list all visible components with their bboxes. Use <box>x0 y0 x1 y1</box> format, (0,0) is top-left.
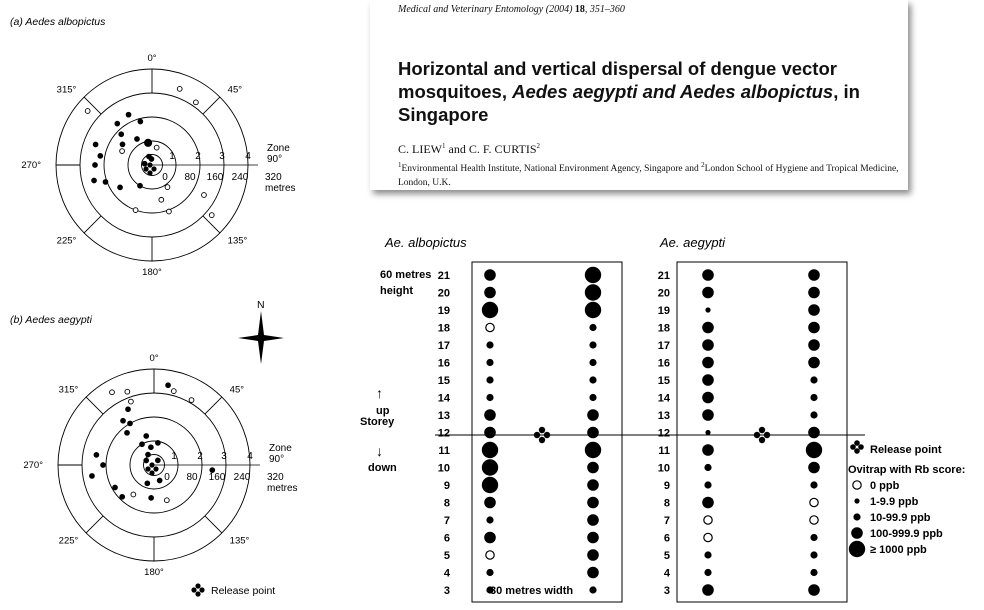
ovitrap-dot <box>705 465 711 471</box>
ovitrap-dot <box>811 482 817 488</box>
zone-label: 2 <box>195 151 201 162</box>
ovitrap-dot <box>854 514 860 520</box>
trap-point <box>129 399 134 404</box>
release-point-icon <box>850 440 864 454</box>
sector-line <box>86 397 103 414</box>
release-point-label: Release point <box>211 585 276 597</box>
ovitrap-dot <box>588 532 598 542</box>
author-2: C. F. CURTIS <box>468 142 537 156</box>
ovitrap-dot <box>703 585 713 595</box>
trap-point <box>177 86 182 91</box>
ovitrap-dot <box>810 498 818 506</box>
ovitrap-dot <box>703 287 713 297</box>
storey-number: 17 <box>437 340 450 352</box>
ovitrap-dot <box>806 442 821 457</box>
ovitrap-dot <box>482 442 497 457</box>
storey-number: 18 <box>437 322 450 335</box>
ovitrap-dot <box>585 302 600 317</box>
storey-number: 15 <box>437 375 450 387</box>
storey-number: 5 <box>663 550 670 562</box>
storey-number: 7 <box>663 515 670 527</box>
distance-label: 320 <box>267 472 284 483</box>
ovitrap-dot <box>703 270 713 280</box>
trap-point <box>144 434 149 439</box>
ovitrap-dot <box>487 517 493 523</box>
title-plain: Horizontal and vertical dispersal of dengue vector mosquitoes, <box>398 58 837 102</box>
legend-item-label: 0 ppb <box>870 480 900 492</box>
trap-point <box>144 139 151 146</box>
trap-point <box>167 209 172 214</box>
sector-line <box>86 516 103 533</box>
storey-labels-aegypti <box>658 270 671 597</box>
panel-label-a: (a) Aedes albopictus <box>10 16 106 28</box>
storey-number: 11 <box>658 445 670 457</box>
trap-point <box>98 153 103 158</box>
trap-point <box>210 468 215 473</box>
ovitrap-dot <box>703 445 713 455</box>
trap-point <box>156 440 161 445</box>
polar-diagram <box>21 53 295 278</box>
ovitrap-dot <box>590 325 596 331</box>
ovitrap-dot <box>485 410 495 420</box>
journal-name: Medical and Veterinary Entomology <box>398 4 544 15</box>
trap-point <box>146 452 151 457</box>
trap-point <box>157 478 162 483</box>
trap-point <box>164 498 169 503</box>
trap-point <box>126 112 131 117</box>
trap-point <box>149 157 154 162</box>
compass-n-label: N <box>257 299 265 311</box>
ovitrap-dot <box>590 587 596 593</box>
trap-point <box>131 492 136 497</box>
distance-label: 160 <box>206 172 224 183</box>
journal-citation <box>398 4 625 15</box>
zone-label: 2 <box>197 451 203 462</box>
ovitrap-dot <box>588 427 598 437</box>
ovitrap-dot <box>486 323 494 331</box>
storey-number: 8 <box>663 497 670 510</box>
ovitrap-dot <box>855 499 859 503</box>
ovitrap-dot <box>704 516 712 524</box>
distance-label: 320 <box>265 172 282 183</box>
ovitrap-dot <box>810 516 818 524</box>
ovitrap-dot <box>703 410 713 420</box>
storey-number: 9 <box>443 480 450 492</box>
trap-point <box>159 197 164 202</box>
zone-label: 1 <box>171 451 177 462</box>
storey-number: 15 <box>657 375 670 387</box>
trap-point <box>138 119 143 124</box>
storey-labels-albopictus <box>438 270 451 597</box>
storey-number: 6 <box>663 532 670 545</box>
angle-label: 315° <box>58 384 79 396</box>
ovitrap-dot <box>487 570 493 576</box>
legend-item-label: ≥ 1000 ppb <box>870 544 927 556</box>
storey-number: 4 <box>443 567 450 580</box>
title-italic: Aedes aegypti and Aedes albopictus <box>512 81 834 102</box>
ovitrap-dot <box>588 515 598 525</box>
distance-label: 240 <box>231 172 249 183</box>
author-2-sup: 2 <box>536 142 540 150</box>
ovitrap-dot <box>811 552 817 558</box>
ovitrap-dot <box>585 442 600 457</box>
storey-number: 9 <box>663 480 670 492</box>
author-1-sup: 1 <box>442 142 446 150</box>
ovitrap-dot <box>703 375 713 385</box>
ovitrap-dot <box>809 322 819 332</box>
distance-label: 80 <box>184 172 196 183</box>
ovitrap-dot <box>811 570 817 576</box>
ovitrap-dot <box>482 477 497 492</box>
ovitrap-dot <box>706 431 710 435</box>
ovitrap-dot <box>703 322 713 332</box>
ovitrap-dot <box>703 497 713 507</box>
ovitrap-dot <box>703 392 713 402</box>
trap-point <box>145 481 150 486</box>
journal-pages: , 351–360 <box>584 4 625 15</box>
sector-line <box>205 516 222 533</box>
width-label: 30 metres width <box>490 585 574 597</box>
trap-point <box>90 474 95 479</box>
trap-point <box>140 442 145 447</box>
angle-label: 270° <box>23 460 43 471</box>
trap-point <box>166 383 171 388</box>
storey-number: 13 <box>437 410 450 422</box>
compass-star-icon <box>238 311 284 364</box>
ovitrap-dot <box>809 427 819 437</box>
paper-authors <box>398 142 540 157</box>
ovitrap-dot <box>705 482 711 488</box>
ovitrap-dot <box>853 481 861 489</box>
vertical-title-aegypti: Ae. aegypti <box>660 235 726 250</box>
storey-number: 16 <box>437 357 450 370</box>
journal-volume: 18 <box>574 4 585 15</box>
ovitrap-dot <box>588 567 598 577</box>
storey-number: 11 <box>438 445 450 457</box>
zone-label: 3 <box>219 151 225 162</box>
zone-label: 4 <box>247 451 253 462</box>
trap-point <box>118 185 123 190</box>
compass <box>232 294 292 366</box>
title-tail: , in Singapore <box>398 81 860 125</box>
trap-point <box>155 458 160 463</box>
ovitrap-dot <box>486 551 494 559</box>
trap-point <box>119 132 124 137</box>
angle-label: 225° <box>56 235 77 247</box>
ovitrap-dot <box>588 410 598 420</box>
angle-label: 315° <box>56 84 77 96</box>
ovitrap-dot <box>809 270 819 280</box>
angle-label: 45° <box>229 384 245 396</box>
storey-number: 14 <box>437 392 450 405</box>
trap-point <box>92 178 97 183</box>
trap-point <box>120 142 125 147</box>
vertical-dispersal-figure <box>350 228 984 610</box>
angle-label: 0° <box>149 353 159 364</box>
ovitrap-dot <box>849 541 864 556</box>
storey-number: 16 <box>657 357 670 370</box>
ovitrap-dot <box>811 377 817 383</box>
trap-point <box>149 495 154 500</box>
ovitrap-dots <box>482 267 821 595</box>
affiliation-1: Environmental Health Institute, National Environment Agency, Singapore and <box>401 164 702 175</box>
trap-point <box>120 494 125 499</box>
ovitrap-dot <box>809 585 819 595</box>
polar-plot-albopictus <box>0 0 305 302</box>
ovitrap-dot <box>809 357 819 367</box>
trap-point <box>94 452 99 457</box>
storey-number: 7 <box>443 515 450 527</box>
angle-label: 180° <box>144 567 164 578</box>
trap-point <box>93 163 98 168</box>
angle-label: 45° <box>227 84 243 96</box>
trap-point <box>125 430 130 435</box>
zone-title: Zone <box>267 143 290 154</box>
trap-point <box>148 445 153 450</box>
distance-label: 160 <box>208 472 226 483</box>
trap-point <box>138 183 143 188</box>
storey-number: 12 <box>437 427 450 440</box>
trap-point <box>101 463 106 468</box>
paper-header <box>370 0 908 190</box>
ovitrap-dot <box>588 480 598 490</box>
ovitrap-dot <box>487 377 493 383</box>
legend-title: Ovitrap with Rb score: <box>848 464 966 476</box>
angle-90-label: 90° <box>267 154 283 165</box>
ovitrap-dot <box>852 528 862 538</box>
ovitrap-dot <box>588 497 598 507</box>
ovitrap-dot <box>485 427 495 437</box>
affil-sup-2: 2 <box>701 161 705 169</box>
ovitrap-dot <box>703 340 713 350</box>
ovitrap-dot <box>585 285 600 300</box>
ovitrap-dot <box>588 462 598 472</box>
ovitrap-dot <box>809 305 819 315</box>
trap-point <box>189 398 194 403</box>
ovitrap-dot <box>590 377 596 383</box>
legend-item-label: 10-99.9 ppb <box>870 512 931 524</box>
storey-number: 3 <box>443 585 450 597</box>
storey-number: 3 <box>663 585 670 597</box>
units-label: metres <box>265 183 296 194</box>
height-label-2: height <box>380 285 413 297</box>
paper-title <box>398 57 898 126</box>
sector-line <box>203 97 220 114</box>
distance-label: 80 <box>186 472 198 483</box>
ovitrap-dot <box>809 462 819 472</box>
ovitrap-dot <box>705 570 711 576</box>
up-arrow-icon: ↑ <box>376 385 383 401</box>
ovitrap-dot <box>704 533 712 541</box>
ovitrap-dot <box>809 287 819 297</box>
trap-point <box>135 137 140 142</box>
storey-number: 10 <box>657 462 670 475</box>
trap-point <box>115 121 120 126</box>
angle-label: 135° <box>229 535 250 547</box>
zone-label: 3 <box>221 451 227 462</box>
angle-label: 0° <box>147 53 157 64</box>
trap-point <box>125 389 130 394</box>
trap-point <box>121 418 126 423</box>
ovitrap-dot <box>482 302 497 317</box>
storey-number: 8 <box>443 497 450 510</box>
distance-label: 0 <box>164 472 170 483</box>
storey-number: 21 <box>657 270 670 282</box>
down-arrow-icon: ↓ <box>376 443 383 459</box>
ovitrap-dot <box>811 395 817 401</box>
trap-point <box>154 145 159 150</box>
legend-release-label: Release point <box>870 444 942 456</box>
trap-point <box>93 142 98 147</box>
angle-label: 225° <box>58 535 79 547</box>
trap-point <box>193 100 198 105</box>
trap-point <box>209 213 214 218</box>
ovitrap-dot <box>485 497 495 507</box>
journal-year: (2004) <box>545 4 573 15</box>
author-and: and <box>445 142 469 156</box>
ovitrap-dot <box>588 550 598 560</box>
ovitrap-dot <box>485 270 495 280</box>
zone-label: 4 <box>245 151 251 162</box>
up-label: up <box>376 405 390 417</box>
trap-point <box>85 109 90 114</box>
angle-label: 270° <box>21 160 41 171</box>
trap-point <box>144 458 149 463</box>
units-label: metres <box>267 483 298 494</box>
legend-item-label: 1-9.9 ppb <box>870 496 919 508</box>
ovitrap-dot <box>487 342 493 348</box>
polar-diagram <box>23 353 297 578</box>
storey-number: 5 <box>443 550 450 562</box>
legend <box>848 440 965 556</box>
storey-number: 17 <box>657 340 670 352</box>
storey-number: 13 <box>657 410 670 422</box>
ovitrap-dot <box>482 460 497 475</box>
affil-sup-1: 1 <box>398 161 402 169</box>
storey-number: 19 <box>657 305 670 317</box>
trap-point <box>165 185 170 190</box>
author-1: C. LIEW <box>398 142 442 156</box>
vertical-title-albopictus: Ae. albopictus <box>385 235 467 250</box>
affiliation-2: London School of Hygiene and Tropical Medicine, London, U.K. <box>398 164 899 189</box>
ovitrap-dot <box>590 360 596 366</box>
ovitrap-dot <box>590 395 596 401</box>
trap-point <box>126 407 131 412</box>
storey-number: 19 <box>437 305 450 317</box>
sector-line <box>84 216 101 233</box>
ovitrap-dot <box>590 342 596 348</box>
trap-point <box>133 208 138 213</box>
trap-point <box>113 485 118 490</box>
ovitrap-dot <box>811 535 817 541</box>
ovitrap-dot <box>706 308 710 312</box>
panel-label-b: (b) Aedes aegypti <box>10 314 92 326</box>
ovitrap-dot <box>485 532 495 542</box>
storey-number: 21 <box>437 270 450 282</box>
trap-point <box>128 421 133 426</box>
trap-point <box>110 390 115 395</box>
down-label: down <box>368 462 397 474</box>
storey-number: 14 <box>657 392 670 405</box>
trap-point <box>103 180 108 185</box>
sector-line <box>205 397 222 414</box>
ovitrap-dot <box>585 267 600 282</box>
legend-item-label: 100-999.9 ppb <box>870 528 943 540</box>
sector-line <box>203 216 220 233</box>
trap-point <box>120 149 125 154</box>
angle-90-label: 90° <box>269 454 285 465</box>
ovitrap-dot <box>703 357 713 367</box>
ovitrap-dot <box>705 552 711 558</box>
height-label-1: 60 metres <box>380 269 432 281</box>
ovitrap-dot <box>487 395 493 401</box>
ovitrap-dot <box>485 287 495 297</box>
storey-label: Storey <box>360 416 395 428</box>
distance-label: 240 <box>233 472 251 483</box>
release-point-icon <box>191 583 204 596</box>
zone-label: 1 <box>169 151 175 162</box>
storey-number: 18 <box>657 322 670 335</box>
storey-number: 6 <box>443 532 450 545</box>
trap-point <box>142 161 147 166</box>
angle-label: 135° <box>227 235 248 247</box>
distance-label: 0 <box>162 172 168 183</box>
trap-point <box>171 389 176 394</box>
zone-title: Zone <box>269 443 292 454</box>
ovitrap-dot <box>811 412 817 418</box>
storey-number: 10 <box>437 462 450 475</box>
storey-number: 4 <box>663 567 670 580</box>
ovitrap-dot <box>487 360 493 366</box>
ovitrap-dot <box>809 340 819 350</box>
storey-number: 20 <box>657 287 670 300</box>
storey-number: 20 <box>437 287 450 300</box>
paper-affiliations <box>398 158 903 190</box>
trap-point <box>202 193 207 198</box>
storey-number: 12 <box>657 427 670 440</box>
angle-label: 180° <box>142 267 162 278</box>
